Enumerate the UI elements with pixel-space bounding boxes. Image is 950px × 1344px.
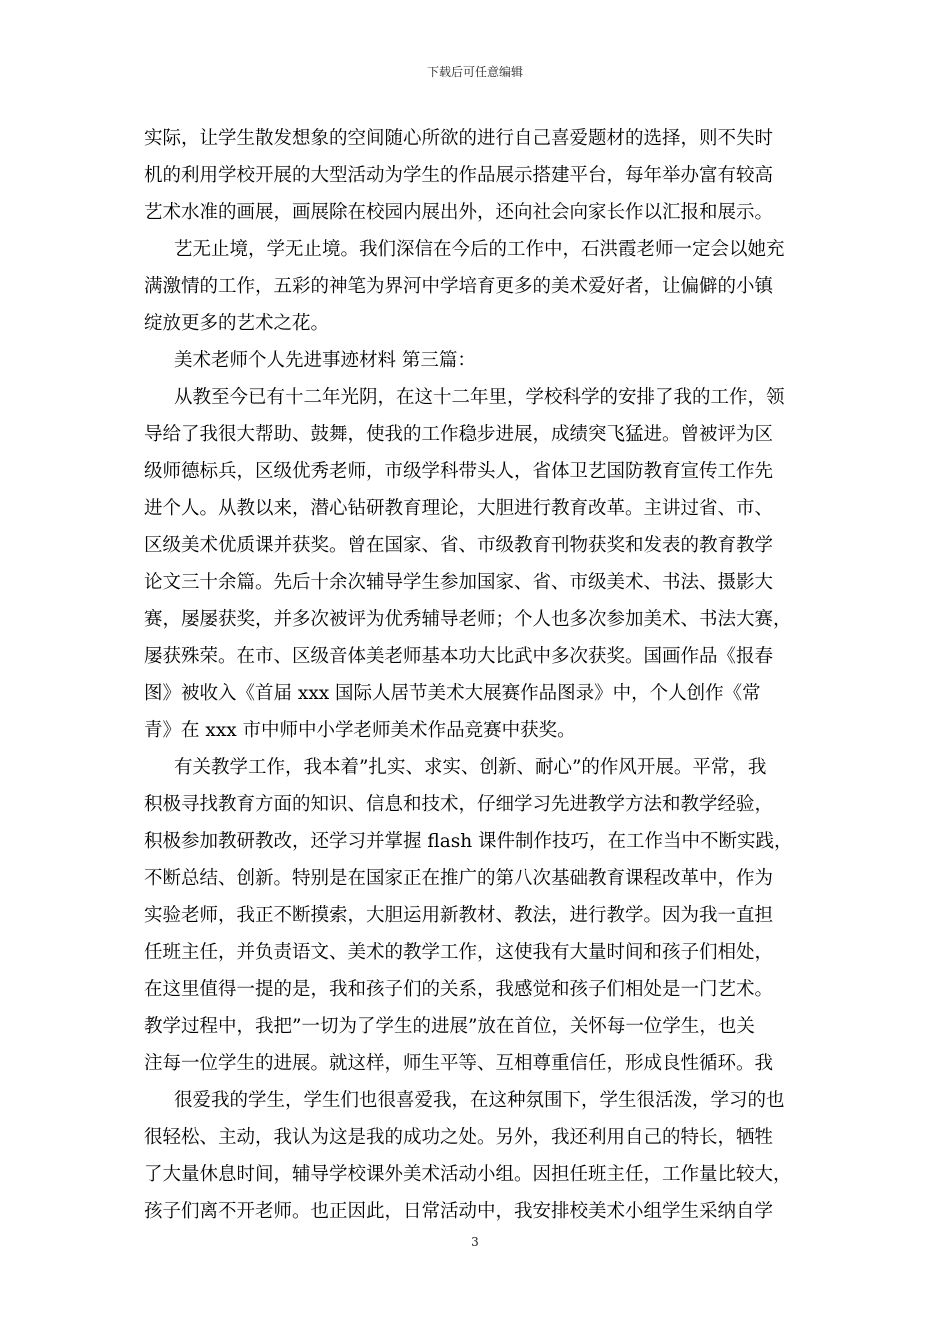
text-line: 孩子们离不开老师。也正因此，日常活动中，我安排校美术小组学生采纳自学 (144, 1201, 774, 1222)
text-line: 论文三十余篇。先后十余次辅导学生参加国家、省、市级美术、书法、摄影大 (144, 572, 774, 593)
text-line: 导给了我很大帮助、鼓舞，使我的工作稳步进展，成绩突飞猛进。曾被评为区 (144, 424, 774, 445)
text-line: 在这里值得一提的是，我和孩子们的关系，我感觉和孩子们相处是一门艺术。 (144, 979, 774, 1000)
text-line: 机的利用学校开展的大型活动为学生的作品展示搭建平台，每年举办富有较高 (144, 165, 774, 186)
text-line: 很轻松、主动，我认为这是我的成功之处。另外，我还利用自己的特长，牺牲 (144, 1127, 774, 1148)
text-line: 任班主任，并负责语文、美术的教学工作，这使我有大量时间和孩子们相处， (144, 942, 774, 963)
text-line: 进个人。从教以来，潜心钻研教育理论，大胆进行教育改革。主讲过省、市、 (144, 498, 774, 519)
text-line: 艺无止境，学无止境。我们深信在今后的工作中，石洪霞老师一定会以她充 (174, 239, 785, 260)
page-header: 下载后可任意编辑 (426, 65, 523, 79)
text-line: 级师德标兵，区级优秀老师，市级学科带头人，省体卫艺国防教育宣传工作先 (144, 461, 774, 482)
text-line: 实验老师，我正不断摸索，大胆运用新教材、教法，进行教学。因为我一直担 (144, 905, 774, 926)
text-line: 青》在 xxx 市中师中小学老师美术作品竞赛中获奖。 (144, 720, 576, 741)
text-line: 赛，屡屡获奖，并多次被评为优秀辅导老师；个人也多次参加美术、书法大赛， (144, 609, 792, 630)
text-line: 美术老师个人先进事迹材料 第三篇： (174, 350, 476, 371)
text-line: 满激情的工作，五彩的神笔为界河中学培育更多的美术爱好者，让偏僻的小镇 (144, 276, 774, 297)
text-line: 图》被收入《首届 xxx 国际人居节美术大展赛作品图录》中，个人创作《常 (144, 683, 761, 704)
text-line: 艺术水准的画展，画展除在校园内展出外，还向社会向家长作以汇报和展示。 (144, 202, 774, 223)
document-body (144, 120, 810, 1230)
text-line: 很爱我的学生，学生们也很喜爱我，在这种氛围下，学生很活泼，学习的也 (174, 1090, 785, 1111)
text-line: 教学过程中，我把”一切为了学生的进展”放在首位，关怀每一位学生，也关 (144, 1016, 755, 1037)
page-number: 3 (471, 1235, 479, 1249)
text-line: 了大量休息时间，辅导学校课外美术活动小组。因担任班主任，工作量比较大， (144, 1164, 792, 1185)
text-line: 积极参加教研教改，还学习并掌握 flash 课件制作技巧，在工作当中不断实践， (144, 831, 793, 852)
text-line: 注每一位学生的进展。就这样，师生平等、互相尊重信任，形成良性循环。我 (144, 1053, 774, 1074)
text-line: 实际，让学生散发想象的空间随心所欲的进行自己喜爱题材的选择，则不失时 (144, 128, 774, 149)
text-line: 不断总结、创新。特别是在国家正在推广的第八次基础教育课程改革中，作为 (144, 868, 774, 889)
text-line: 绽放更多的艺术之花。 (144, 313, 330, 334)
text-line: 区级美术优质课并获奖。曾在国家、省、市级教育刊物获奖和发表的教育教学 (144, 535, 774, 556)
text-line: 从教至今已有十二年光阴，在这十二年里，学校科学的安排了我的工作，领 (174, 387, 785, 408)
text-line: 积极寻找教育方面的知识、信息和技术，仔细学习先进教学方法和教学经验， (144, 794, 774, 815)
text-line: 有关教学工作，我本着”扎实、求实、创新、耐心”的作风开展。平常，我 (174, 757, 767, 778)
text-line: 屡获殊荣。在市、区级音体美老师基本功大比武中多次获奖。国画作品《报春 (144, 646, 774, 667)
